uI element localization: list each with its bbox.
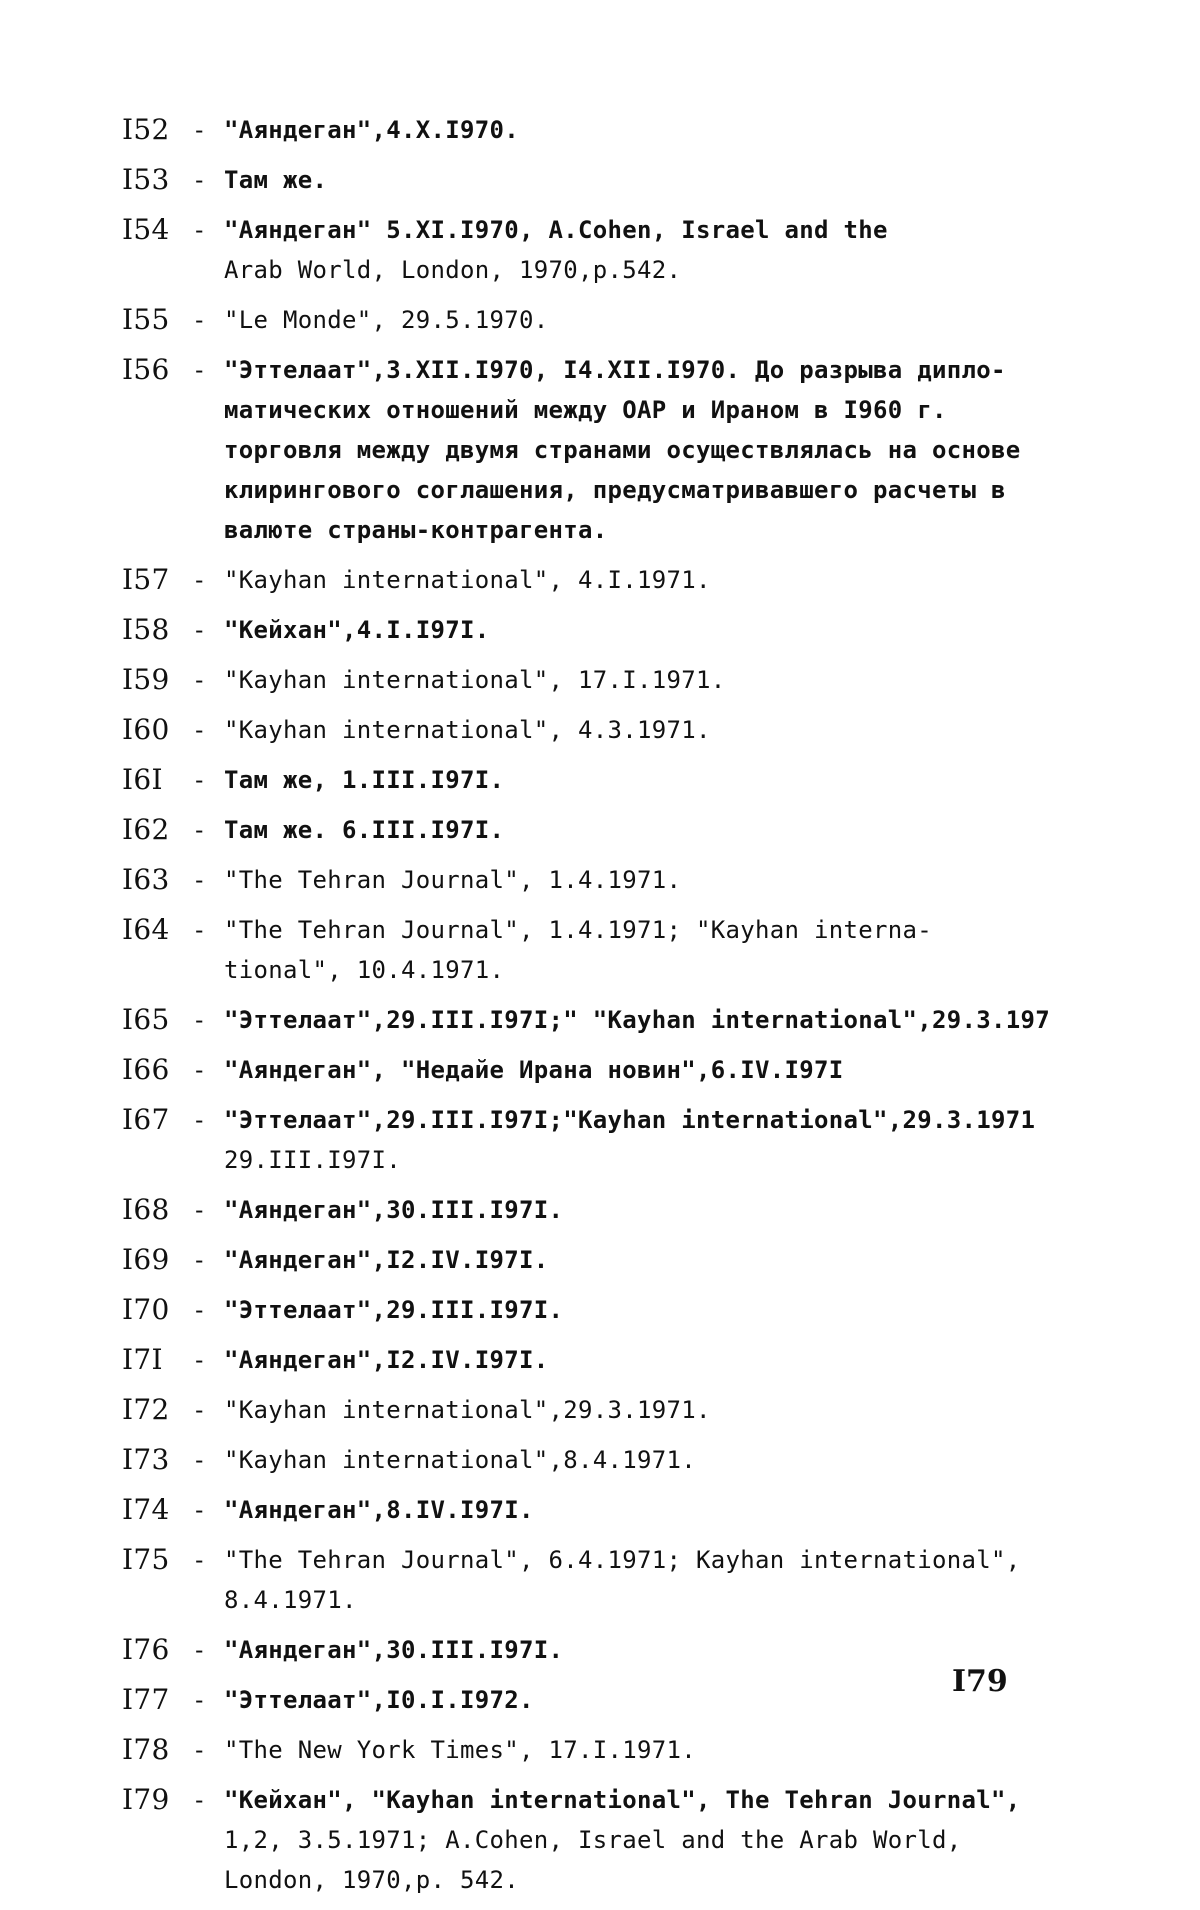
note-item — [122, 1490, 1122, 1530]
note-item — [122, 300, 1122, 340]
note-item — [122, 810, 1122, 850]
note-number: I69 — [122, 1243, 170, 1276]
note-text: "The Tehran Journal", 1.4.1971; "Kayhan interna- — [224, 916, 932, 944]
note-number: I79 — [122, 1783, 170, 1816]
note-text: "Kayhan international",8.4.1971. — [224, 1446, 696, 1474]
note-number: I66 — [122, 1053, 170, 1086]
note-number: I62 — [122, 813, 170, 846]
note-text: "Кейхан",4.I.I97I. — [224, 616, 490, 644]
note-text: Там же. — [224, 166, 328, 194]
note-number: I54 — [122, 213, 170, 246]
note-dash: - — [192, 1786, 207, 1814]
note-number: I64 — [122, 913, 170, 946]
note-text: "Kayhan international",29.3.1971. — [224, 1396, 711, 1424]
note-text: "Аяндеган", "Недайе Ирана новин",6.IV.I97I — [224, 1056, 844, 1084]
note-text: "Аяндеган",30.III.I97I. — [224, 1636, 564, 1664]
note-item — [122, 710, 1122, 750]
note-dash: - — [192, 566, 207, 594]
note-number: I55 — [122, 303, 170, 336]
note-item — [122, 660, 1122, 700]
note-number: I59 — [122, 663, 170, 696]
note-dash: - — [192, 1396, 207, 1424]
note-number: I68 — [122, 1193, 170, 1226]
note-number: I67 — [122, 1103, 170, 1136]
note-item — [122, 1780, 1122, 1900]
note-dash: - — [192, 306, 207, 334]
note-item — [122, 1390, 1122, 1430]
note-dash: - — [192, 1196, 207, 1224]
note-dash: - — [192, 1006, 207, 1034]
note-item — [122, 160, 1122, 200]
note-number: I57 — [122, 563, 170, 596]
note-number: I72 — [122, 1393, 170, 1426]
note-number: I6I — [122, 763, 163, 796]
note-dash: - — [192, 716, 207, 744]
note-dash: - — [192, 1346, 207, 1374]
note-dash: - — [192, 356, 207, 384]
note-text: "Kayhan international", 4.3.1971. — [224, 716, 711, 744]
note-number: I70 — [122, 1293, 170, 1326]
note-text: "Kayhan international", 17.I.1971. — [224, 666, 726, 694]
note-dash: - — [192, 916, 207, 944]
note-dash: - — [192, 1446, 207, 1474]
note-continuation: 1,2, 3.5.1971; A.Cohen, Israel and the Arab World, London, 1970,p. 542. — [224, 1826, 962, 1894]
note-text: "Аяндеган" 5.XI.I970, A.Cohen, Israel and the — [224, 216, 888, 244]
note-number: I76 — [122, 1633, 170, 1666]
note-number: I60 — [122, 713, 170, 746]
note-text: "The Tehran Journal", 6.4.1971; Kayhan international", — [224, 1546, 1021, 1574]
note-number: I7I — [122, 1343, 163, 1376]
note-item — [122, 1730, 1122, 1770]
note-text: "Эттелаат",29.III.I97I;" "Kayhan international",29.3.197 — [224, 1006, 1050, 1034]
note-dash: - — [192, 1496, 207, 1524]
note-text: "Эттелаат",29.III.I97I. — [224, 1296, 564, 1324]
note-dash: - — [192, 866, 207, 894]
note-number: I73 — [122, 1443, 170, 1476]
note-dash: - — [192, 1636, 207, 1664]
note-dash: - — [192, 816, 207, 844]
note-text: Там же, 1.III.I97I. — [224, 766, 505, 794]
note-item — [122, 1190, 1122, 1230]
note-text: "Аяндеган",8.IV.I97I. — [224, 1496, 534, 1524]
note-number: I58 — [122, 613, 170, 646]
note-dash: - — [192, 1736, 207, 1764]
note-item — [122, 350, 1122, 550]
note-item — [122, 1050, 1122, 1090]
note-text: "Эттелаат",29.III.I97I;"Kayhan international",29.3.1971 — [224, 1106, 1036, 1134]
note-number: I74 — [122, 1493, 170, 1526]
note-number: I63 — [122, 863, 170, 896]
note-continuation: Arab World, London, 1970,p.542. — [224, 256, 682, 284]
note-number: I53 — [122, 163, 170, 196]
note-item — [122, 1100, 1122, 1180]
note-continuation: 29.III.I97I. — [224, 1146, 401, 1174]
note-item — [122, 1340, 1122, 1380]
note-item — [122, 860, 1122, 900]
note-text: "Аяндеган",30.III.I97I. — [224, 1196, 564, 1224]
note-item — [122, 1540, 1122, 1620]
note-dash: - — [192, 616, 207, 644]
note-number: I78 — [122, 1733, 170, 1766]
note-dash: - — [192, 1686, 207, 1714]
note-text: "Аяндеган",4.X.I970. — [224, 116, 519, 144]
note-text: "The New York Times", 17.I.1971. — [224, 1736, 696, 1764]
note-number: I65 — [122, 1003, 170, 1036]
note-number: I52 — [122, 113, 170, 146]
note-continuation: tional", 10.4.1971. — [224, 956, 505, 984]
note-text: "Kayhan international", 4.I.1971. — [224, 566, 711, 594]
note-text: "Le Monde", 29.5.1970. — [224, 306, 549, 334]
note-dash: - — [192, 766, 207, 794]
note-dash: - — [192, 166, 207, 194]
note-item — [122, 210, 1122, 290]
note-text: "Аяндеган",I2.IV.I97I. — [224, 1246, 549, 1274]
note-number: I75 — [122, 1543, 170, 1576]
note-dash: - — [192, 1056, 207, 1084]
note-text: "Эттелаат",3.XII.I970, I4.XII.I970. До разрыва дипло- — [224, 356, 1006, 384]
note-dash: - — [192, 1546, 207, 1574]
note-number: I56 — [122, 353, 170, 386]
note-item — [122, 610, 1122, 650]
note-item — [122, 560, 1122, 600]
note-number: I77 — [122, 1683, 170, 1716]
note-item — [122, 1240, 1122, 1280]
notes-list — [122, 110, 1122, 1910]
note-continuation: матических отношений между ОАР и Ираном в I960 г. торговля между двумя странами осуществлялась на основе клирингового соглашения, предусматривавшего расчеты в валюте страны-контрагента. — [224, 396, 1021, 544]
note-item — [122, 110, 1122, 150]
note-item — [122, 1440, 1122, 1480]
note-dash: - — [192, 116, 207, 144]
note-dash: - — [192, 1106, 207, 1134]
note-text: "The Tehran Journal", 1.4.1971. — [224, 866, 682, 894]
page-number: I79 — [952, 1664, 1008, 1699]
note-item — [122, 1290, 1122, 1330]
note-item — [122, 1000, 1122, 1040]
note-dash: - — [192, 1246, 207, 1274]
note-text: Там же. 6.III.I97I. — [224, 816, 505, 844]
note-text: "Кейхан", "Kayhan international", The Tehran Journal", — [224, 1786, 1021, 1814]
note-item — [122, 910, 1122, 990]
note-dash: - — [192, 666, 207, 694]
note-dash: - — [192, 1296, 207, 1324]
note-continuation: 8.4.1971. — [224, 1586, 357, 1614]
note-text: "Аяндеган",I2.IV.I97I. — [224, 1346, 549, 1374]
note-text: "Эттелаат",I0.I.I972. — [224, 1686, 534, 1714]
note-item — [122, 760, 1122, 800]
note-dash: - — [192, 216, 207, 244]
